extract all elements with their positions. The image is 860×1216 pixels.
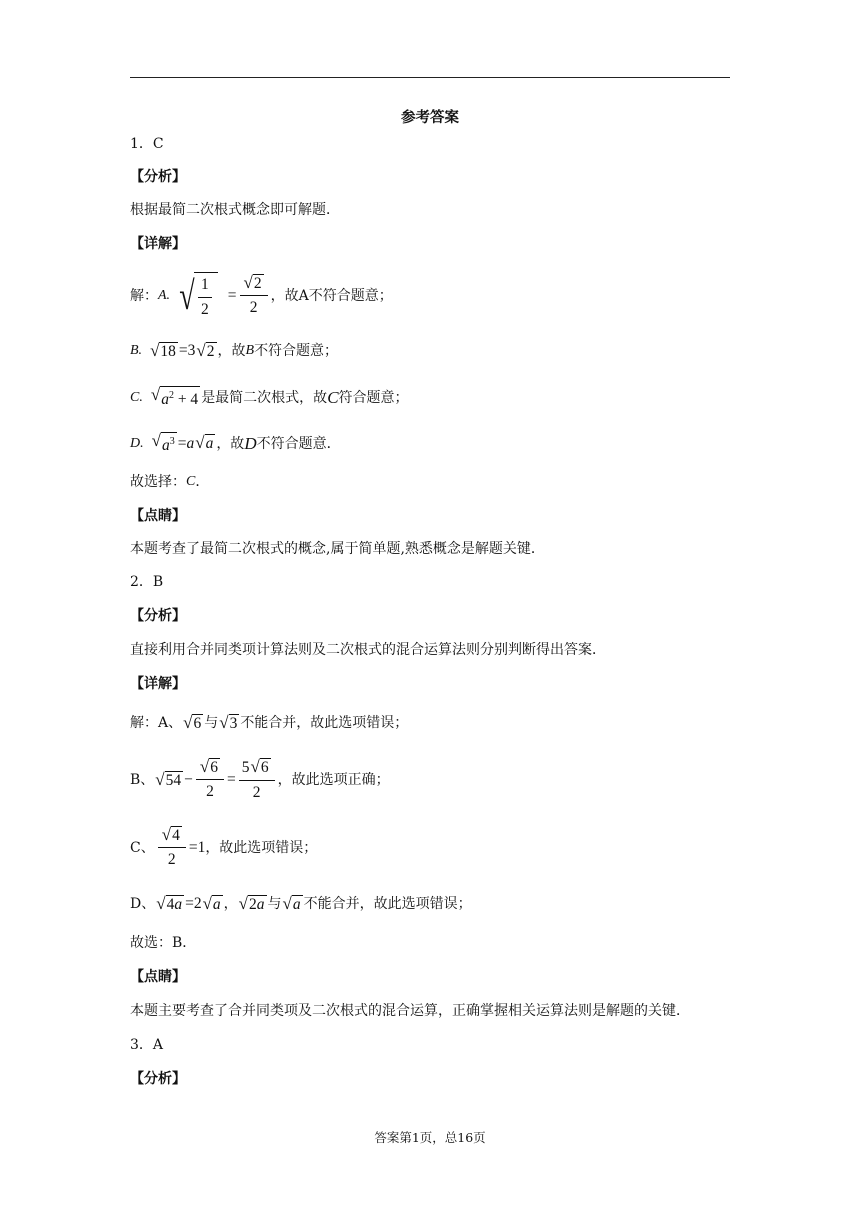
text: 与 xyxy=(267,896,282,912)
option-label: A. xyxy=(158,288,171,303)
numerator: 1 xyxy=(198,275,212,298)
equals-sign: = xyxy=(188,839,198,856)
fraction: √ 6 2 xyxy=(196,758,224,802)
text: 是最简二次根式，故 xyxy=(201,389,328,406)
radicand: 2 xyxy=(206,342,215,360)
radicand: 4 xyxy=(172,827,180,844)
q1-comment-text: 本题考查了最简二次根式的概念,属于简单题,熟悉概念是解题关键． xyxy=(130,541,545,557)
denominator: 2 xyxy=(201,301,209,318)
variable: a xyxy=(161,437,170,455)
page-footer: 答案第1页，总16页 xyxy=(374,1130,486,1145)
text: ，故此选项错误； xyxy=(205,840,318,856)
variable: a xyxy=(186,434,195,452)
solution-prefix: 解： xyxy=(130,288,158,304)
text: ． xyxy=(195,474,210,490)
denominator: 2 xyxy=(249,299,258,316)
q2-option-a: 解：A、 √ 6 与 √ 3 不能合并，故此选项错误； xyxy=(130,712,409,732)
text: 不符合题意； xyxy=(254,343,339,359)
q2-analysis-heading: 【分析】 xyxy=(130,608,186,624)
text: ，故 xyxy=(217,343,246,359)
q1-option-d: D. √ $a^3$ = a √ a ，故 D 不符合题意． xyxy=(130,431,341,455)
radical-fraction: √ $\frac{1}{2}$ xyxy=(176,272,218,320)
addend: + 4 xyxy=(177,391,199,409)
option-var: B xyxy=(245,343,255,358)
text: B、 xyxy=(130,772,155,788)
q1-analysis-text: 根据最简二次根式概念即可解题． xyxy=(130,202,340,218)
fraction: √ 2 2 xyxy=(240,274,268,318)
coefficient: 3 xyxy=(187,342,196,359)
coefficient: 4 xyxy=(166,895,175,913)
q3-analysis-heading: 【分析】 xyxy=(130,1071,186,1087)
text: 故选择： xyxy=(130,474,186,490)
q2-choice: 故选：B． xyxy=(130,935,197,951)
denominator: 2 xyxy=(252,783,261,801)
text: 解：A、 xyxy=(130,715,183,731)
option-var: C xyxy=(327,387,339,407)
result: 1 xyxy=(197,839,206,856)
denominator: 2 xyxy=(206,783,214,800)
option-var: D xyxy=(244,433,257,453)
text: 不能合并，故此选项错误； xyxy=(303,896,472,912)
q1-option-b: B. √ 18 = 3 √ 2 ，故 B 不符合题意； xyxy=(130,340,339,360)
fraction xyxy=(198,275,212,320)
q1-option-c: C. √ $a^2 + 4$ 是最简二次根式，故 C 符合题意； xyxy=(130,385,409,409)
option-label: B. xyxy=(130,343,143,358)
fraction: 5 √ 6 2 xyxy=(239,758,275,803)
option-label: D. xyxy=(130,435,144,451)
radicand: a xyxy=(205,435,214,453)
minus-sign: − xyxy=(184,771,193,788)
header-rule xyxy=(130,77,730,78)
fraction: √ 4 2 xyxy=(158,826,186,870)
q2-option-c xyxy=(130,823,317,873)
q1-option-a xyxy=(130,268,393,324)
denominator: 2 xyxy=(167,851,176,868)
text: 符合题意； xyxy=(338,389,409,406)
q1-comment-heading: 【点睛】 xyxy=(130,508,186,524)
equals-sign: = xyxy=(185,895,194,912)
radicand: 54 xyxy=(165,771,182,789)
text: ，故 xyxy=(216,435,245,452)
radicand: a xyxy=(212,895,221,913)
choice-var: C xyxy=(186,474,196,489)
equals-sign: = xyxy=(226,771,236,788)
q2-answer: 2．B xyxy=(130,574,164,590)
q2-option-d: D、 √ 4a = 2 √ a ， √ 2a 与 √ a 不能合并，故此选项错误； xyxy=(130,893,472,913)
q1-choice xyxy=(130,472,209,492)
option-label: C. xyxy=(130,389,143,405)
text: D、 xyxy=(130,896,156,912)
radicand: 3 xyxy=(229,714,238,732)
q2-analysis-text: 直接利用合并同类项计算法则及二次根式的混合运算法则分别判断得出答案． xyxy=(130,642,606,658)
q1-answer xyxy=(130,134,164,154)
text: 不符合题意． xyxy=(256,435,341,452)
coefficient: 5 xyxy=(241,758,250,776)
equals-sign: = xyxy=(178,342,188,359)
q1-answer-text: 1．C xyxy=(130,136,164,152)
radicand: 6 xyxy=(193,714,202,732)
text: 与 xyxy=(204,715,219,731)
radicand: 6 xyxy=(260,759,269,776)
radicand: 18 xyxy=(160,342,176,360)
equals-sign: = xyxy=(227,287,237,304)
coefficient: 2 xyxy=(193,895,202,912)
variable: a xyxy=(256,895,265,913)
q2-option-b: B、 √ 54 − √ 6 2 = 5 √ 6 2 ，故此选项正确； xyxy=(130,757,390,801)
q2-comment-heading: 【点睛】 xyxy=(130,969,186,985)
q1-detail-heading: 【详解】 xyxy=(130,236,186,252)
text: C、 xyxy=(130,840,155,856)
text: 不能合并，故此选项错误； xyxy=(240,715,409,731)
variable: a xyxy=(161,391,169,409)
q2-detail-heading: 【详解】 xyxy=(130,676,186,692)
coefficient: 2 xyxy=(249,895,257,913)
q3-answer: 3．A xyxy=(130,1037,164,1053)
equals-sign: = xyxy=(177,434,187,452)
text: ， xyxy=(223,896,238,912)
exponent: 3 xyxy=(169,436,175,447)
radicand: 6 xyxy=(210,759,218,776)
q2-comment-text: 本题主要考查了合并同类项及二次根式的混合运算，正确掌握相关运算法则是解题的关键． xyxy=(130,1003,690,1019)
page-title: 参考答案 xyxy=(401,110,459,126)
q1-analysis-heading: 【分析】 xyxy=(130,169,186,185)
text: ，故此选项正确； xyxy=(277,772,390,788)
radicand: a xyxy=(292,895,301,913)
radicand: 2 xyxy=(253,275,262,292)
variable: a xyxy=(174,895,183,913)
option-a-conclusion: ，故A不符合题意； xyxy=(270,288,393,304)
exponent: 2 xyxy=(168,390,174,401)
